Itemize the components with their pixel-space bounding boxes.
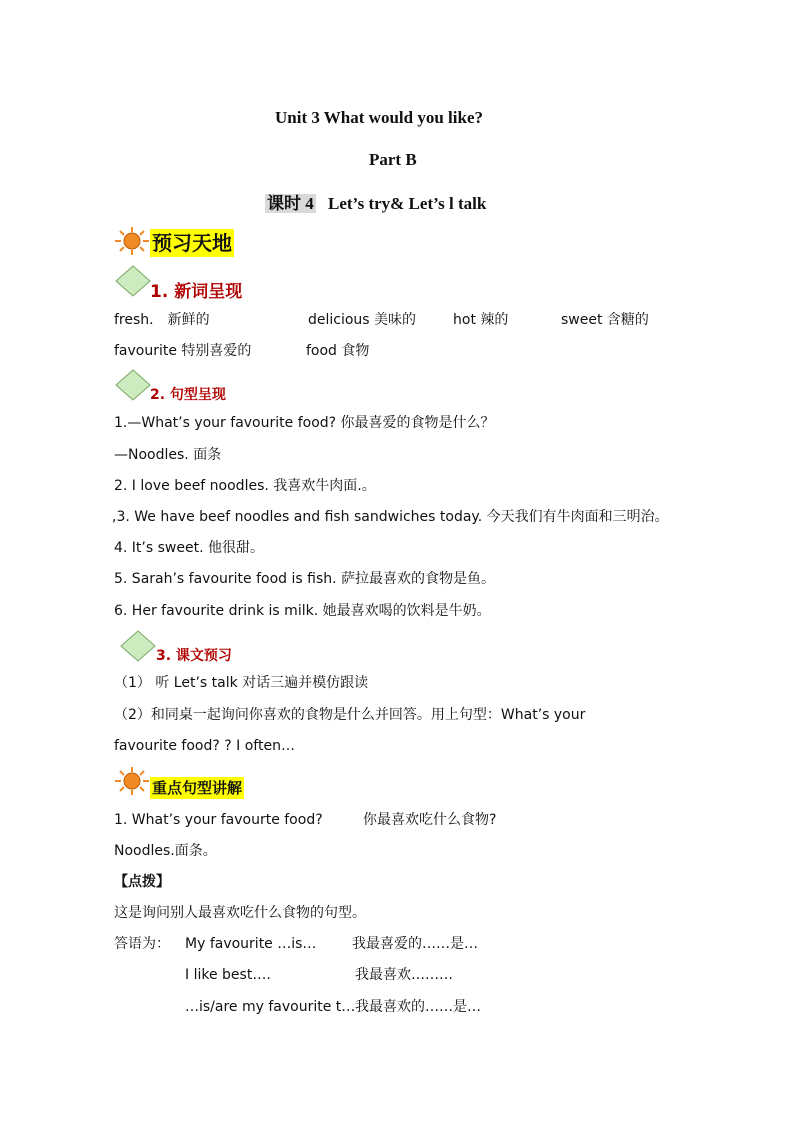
diamond-icon — [120, 630, 156, 662]
word-sweet: sweet 含糖的 — [561, 312, 649, 328]
lesson-title: Let’s try& Let’s l talk — [328, 194, 487, 213]
sentence-line: 4. It’s sweet. 他很甜。 — [114, 540, 264, 556]
sun-icon — [114, 766, 150, 796]
word-hot: hot 辣的 — [453, 312, 509, 328]
preview-line: （1） 听 Let’s talk 对话三遍并模仿跟读 — [114, 675, 369, 691]
answer-en: …is/are my favourite t… — [185, 999, 356, 1015]
word-delicious: delicious 美味的 — [308, 312, 417, 328]
sentence-line: 2. I love beef noodles. 我喜欢牛肉面.。 — [114, 478, 376, 494]
sentence-line: 6. Her favourite drink is milk. 她最喜欢喝的饮料是牛奶。 — [114, 603, 491, 619]
word-fresh: fresh． 新鲜的 — [114, 312, 210, 328]
answer-zh: 我最喜爱的……是… — [352, 936, 478, 952]
sun-icon — [114, 226, 150, 256]
section-key-title: 重点句型讲解 — [152, 779, 243, 797]
word-food: food 食物 — [306, 343, 370, 359]
section-preview-title: 预习天地 — [152, 231, 232, 255]
sentences-heading: 2. 句型呈现 — [150, 387, 226, 403]
answer-zh: 我最喜欢的……是… — [355, 999, 481, 1015]
answer-zh: 我最喜欢……… — [355, 967, 453, 983]
lesson-heading — [265, 189, 486, 214]
sentence-line: ,3. We have beef noodles and fish sandwiches today. 今天我们有牛肉面和三明治。 — [112, 509, 669, 525]
answer-en: I like best…. — [185, 967, 271, 983]
key-question: 1. What’s your favourte food? — [114, 812, 323, 828]
new-words-heading: 1. 新词呈现 — [150, 282, 243, 302]
lesson-label: 课时 4 — [267, 194, 314, 213]
part-title: Part B — [369, 150, 417, 169]
word-favourite: favourite 特别喜爱的 — [114, 343, 252, 359]
text-preview-heading: 3. 课文预习 — [156, 648, 232, 664]
key-answer: Noodles.面条。 — [114, 843, 217, 859]
preview-line: （2）和同桌一起询问你喜欢的食物是什么并回答。用上句型：What’s your — [114, 707, 586, 723]
sentence-line: 1.—What’s your favourite food? 你最喜爱的食物是什么？ — [114, 415, 495, 431]
sentence-line: —Noodles. 面条 — [114, 447, 222, 463]
answers-label: 答语为： — [114, 936, 170, 952]
sentence-line: 5. Sarah’s favourite food is fish. 萨拉最喜欢的食物是鱼。 — [114, 571, 496, 587]
preview-line: favourite food? ? I often… — [114, 738, 295, 754]
unit-title: Unit 3 What would you like? — [275, 108, 483, 127]
answer-en: My favourite …is… — [185, 936, 317, 952]
tip-text: 这是询问别人最喜欢吃什么食物的句型。 — [114, 905, 366, 921]
diamond-icon — [115, 369, 151, 401]
diamond-icon — [115, 265, 151, 297]
tip-label: 【点拨】 — [114, 874, 170, 890]
key-question-translation: 你最喜欢吃什么食物? — [363, 812, 497, 828]
